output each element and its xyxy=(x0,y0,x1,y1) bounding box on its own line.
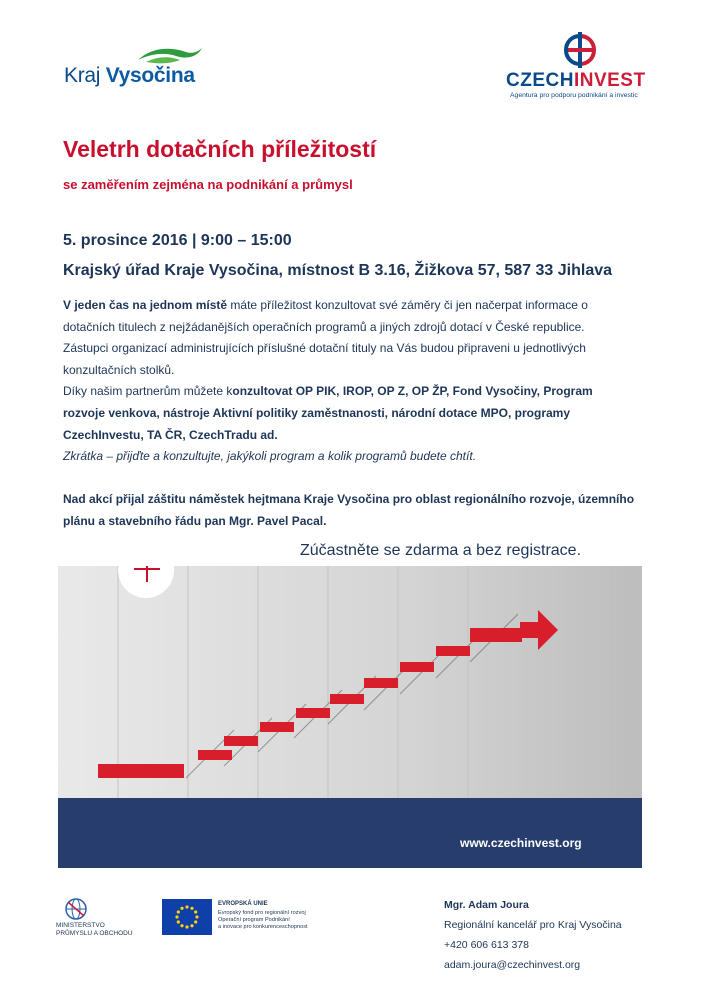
mpo-name-line-1: MINISTERSTVO xyxy=(56,922,105,929)
body-line-4: konzultačních stolků. xyxy=(63,362,175,377)
czechinvest-logo-text: CZECHINVEST xyxy=(506,70,646,91)
eu-flag-icon xyxy=(162,899,212,935)
kraj-swoosh-icon xyxy=(136,44,204,66)
body-line-8: Zkrátka – přijďte a konzultujte, jakýkoli program a kolik programů budete chtít. xyxy=(63,449,477,464)
body-line-2: dotačních titulech z nejžádanějších operačních programů a jiných zdrojů dotací v České republice. xyxy=(63,319,585,334)
body-line-5: Díky našim partnerům můžete konzultovat OP PIK, IROP, OP Z, OP ŽP, Fond Vysočiny, Program xyxy=(63,384,593,399)
mpo-logo xyxy=(56,896,156,946)
contact-name: Mgr. Adam Joura xyxy=(444,899,529,911)
eu-logo xyxy=(162,899,332,939)
eu-desc-line-1: Evropský fond pro regionální rozvoj xyxy=(218,910,306,916)
page-title: Veletrh dotačních příležitostí xyxy=(63,136,377,162)
patronage-line-2: plánu a stavebního řádu pan Mgr. Pavel Pacal. xyxy=(63,513,327,528)
mpo-globe-icon xyxy=(56,896,96,922)
event-date: 5. prosince 2016 | 9:00 – 15:00 xyxy=(63,232,292,249)
contact-block xyxy=(444,895,622,975)
event-place: Krajský úřad Kraje Vysočina, místnost B 3.16, Žižkova 57, 587 33 Jihlava xyxy=(63,262,613,279)
event-description xyxy=(63,295,643,533)
czechinvest-emblem-icon xyxy=(560,32,600,68)
call-to-action: Zúčastněte se zdarma a bez registrace. xyxy=(300,542,582,559)
patronage-line-1: Nad akcí přijal záštitu náměstek hejtmana Kraje Vysočina pro oblast regionálního rozvoje, územního xyxy=(63,492,635,507)
kraj-vysocina-logo xyxy=(64,44,204,94)
kraj-logo-text: Kraj Vysočina xyxy=(64,64,195,87)
body-line-7: CzechInvestu, TA ČR, CzechTradu ad. xyxy=(63,427,278,442)
eu-title: EVROPSKÁ UNIE xyxy=(218,901,268,907)
body-line-6: rozvoje venkova, nástroje Aktivní politiky zaměstnanosti, národní dotace MPO, programy xyxy=(63,405,571,420)
body-line-3: Zástupci organizací administrujících příslušné dotační tituly na Vás budou připraveni u jednotlivých xyxy=(63,341,586,356)
contact-phone: +420 606 613 378 xyxy=(444,939,529,951)
mpo-name-line-2: PRŮMYSLU A OBCHODU xyxy=(56,930,133,937)
stairs-hero-image xyxy=(58,566,642,868)
eu-desc-line-2: Operační program Podnikání xyxy=(218,917,290,923)
contact-email[interactable]: adam.joura@czechinvest.org xyxy=(444,959,581,971)
czechinvest-tagline: Agentura pro podporu podnikání a investic xyxy=(510,92,638,99)
contact-office: Regionální kancelář pro Kraj Vysočina xyxy=(444,919,622,931)
website-url: www.czechinvest.org xyxy=(460,836,582,850)
body-line-1: V jeden čas na jednom místě máte příležitost konzultovat své záměry či jen načerpat informace o xyxy=(63,298,588,312)
page-subtitle: se zaměřením zejména na podnikání a průmysl xyxy=(63,177,353,192)
eu-desc-line-3: a inovace pro konkurenceschopnost xyxy=(218,924,308,930)
czechinvest-logo xyxy=(506,32,656,102)
